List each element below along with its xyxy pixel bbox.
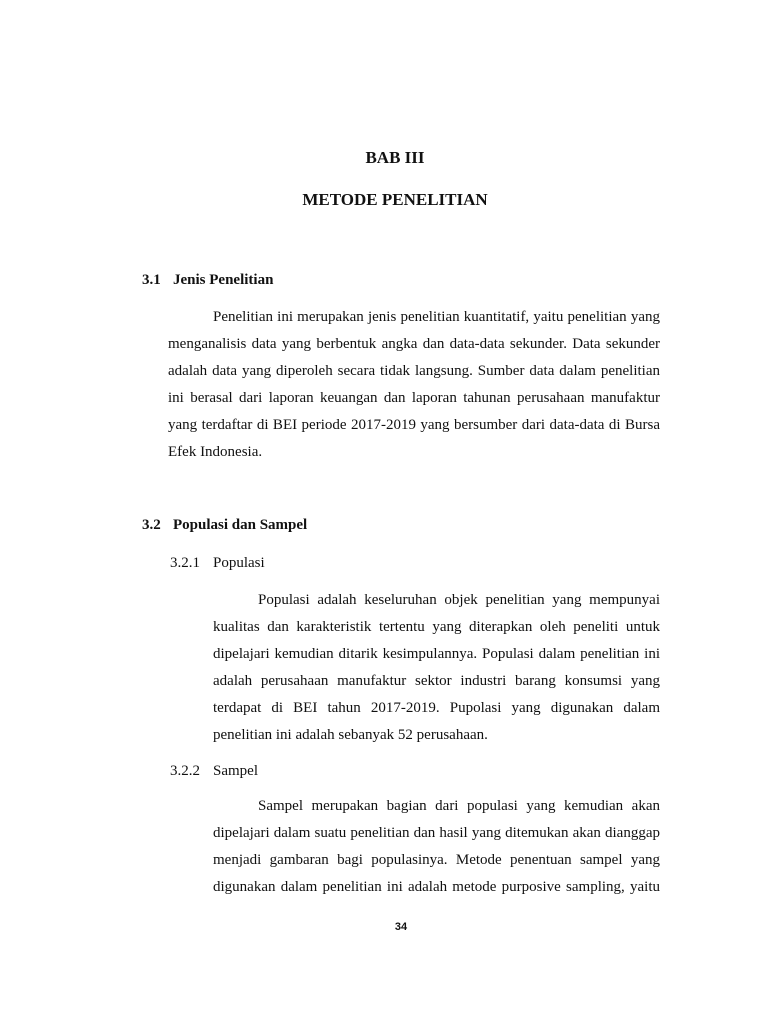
- subsection-heading-3-2-1: [170, 555, 265, 572]
- section-title: Populasi dan Sampel: [173, 517, 308, 533]
- subsection-number: 3.2.2: [170, 763, 200, 779]
- paragraph-line: yang terdaftar di BEI periode 2017-2019 yang bersumber dari data-data di Bursa: [168, 417, 660, 433]
- section-heading-3-1: [142, 272, 273, 289]
- paragraph-line: ini berasal dari laporan keuangan dan laporan tahunan perusahaan manufaktur: [168, 390, 660, 406]
- paragraph-line: terdapat di BEI tahun 2017-2019. Pupolasi yang digunakan dalam: [213, 700, 660, 716]
- paragraph-line: dipelajari dalam suatu penelitian dan hasil yang ditemukan akan dianggap: [213, 825, 660, 841]
- paragraph-line: adalah data yang diperoleh secara tidak langsung. Sumber data dalam penelitian: [168, 363, 660, 379]
- paragraph-line: adalah perusahaan manufaktur sektor industri barang konsumsi yang: [213, 673, 660, 689]
- paragraph-line: Populasi adalah keseluruhan objek penelitian yang mempunyai: [258, 592, 660, 608]
- paragraph-line: menjadi gambaran bagi populasinya. Metode penentuan sampel yang: [213, 852, 660, 868]
- paragraph-line: kualitas dan karakteristik tertentu yang diterapkan oleh peneliti untuk: [213, 619, 660, 635]
- paragraph-populasi: [213, 587, 660, 749]
- section-number: 3.1: [142, 272, 161, 288]
- paragraph-line: dipelajari kemudian ditarik kesimpulannya. Populasi dalam penelitian ini: [213, 646, 660, 662]
- paragraph-line: Sampel merupakan bagian dari populasi yang kemudian akan: [258, 798, 660, 814]
- chapter-title: METODE PENELITIAN: [302, 190, 488, 209]
- paragraph-line: menganalisis data yang berbentuk angka dan data-data sekunder. Data sekunder: [168, 336, 660, 352]
- subsection-number: 3.2.1: [170, 555, 200, 571]
- page-number: 34: [394, 921, 408, 933]
- paragraph-line: Efek Indonesia.: [168, 444, 263, 460]
- paragraph-jenis-penelitian: [168, 304, 660, 466]
- subsection-heading-3-2-2: [170, 763, 258, 780]
- paragraph-line: Penelitian ini merupakan jenis penelitian kuantitatif, yaitu penelitian yang: [213, 309, 660, 325]
- paragraph-sampel: [213, 793, 660, 901]
- paragraph-line: penelitian ini adalah sebanyak 52 perusahaan.: [213, 727, 488, 743]
- section-number: 3.2: [142, 517, 161, 533]
- chapter-label: BAB III: [365, 148, 425, 167]
- section-heading-3-2: [142, 517, 307, 534]
- section-title: Jenis Penelitian: [173, 272, 274, 288]
- paragraph-line: digunakan dalam penelitian ini adalah metode purposive sampling, yaitu: [213, 879, 660, 895]
- subsection-title: Populasi: [213, 555, 265, 571]
- subsection-title: Sampel: [213, 763, 258, 779]
